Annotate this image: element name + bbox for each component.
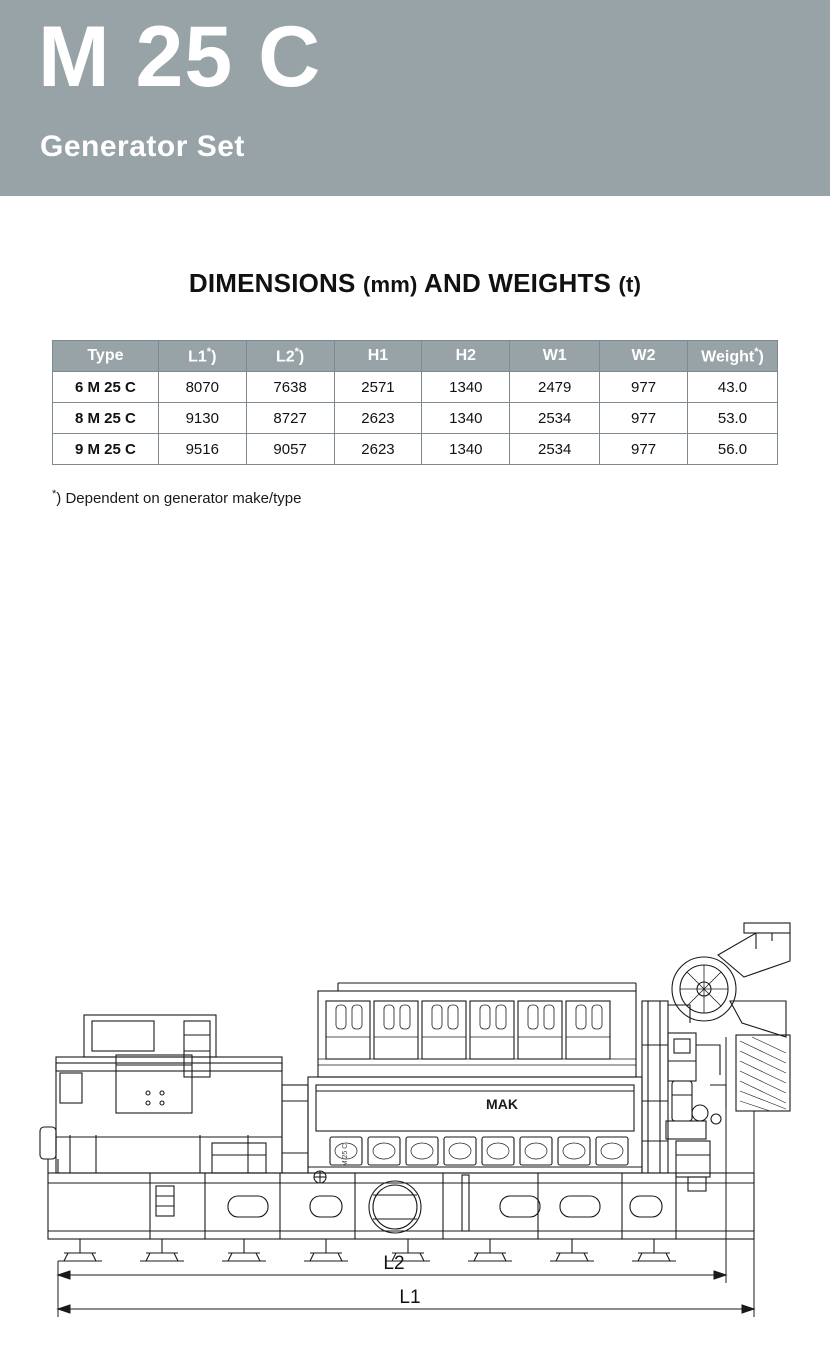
column-header-h2	[422, 341, 510, 372]
section-heading	[0, 268, 830, 299]
footnote-text: ) Dependent on generator make/type	[56, 490, 302, 507]
cell-h1: 2623	[334, 403, 422, 434]
column-header-h2-label: H2	[455, 347, 477, 364]
column-header-l2: L2*)	[246, 341, 334, 372]
column-header-h1-label: H1	[367, 347, 389, 364]
footnote-marker-icon: *	[206, 345, 212, 358]
column-header-w1	[510, 341, 600, 372]
cell-type: 6 M 25 C	[53, 372, 159, 403]
column-header-type	[53, 341, 159, 372]
section-heading-part-2: AND WEIGHTS	[417, 268, 619, 298]
cell-w1: 2534	[510, 434, 600, 465]
column-header-weight: Weight*)	[687, 341, 777, 372]
cell-w2: 977	[600, 403, 688, 434]
engine-brand-label: MAK	[486, 1096, 518, 1112]
cell-weight: 56.0	[687, 434, 777, 465]
page-title: M 25 C	[38, 9, 322, 105]
column-header-weight-label: Weight	[701, 348, 755, 366]
footnote-marker-icon: *	[52, 488, 57, 500]
section-heading-part-1: DIMENSIONS	[188, 268, 363, 298]
column-header-w2	[600, 341, 688, 372]
cell-l2: 8727	[246, 403, 334, 434]
cell-weight: 53.0	[687, 403, 777, 434]
dimension-label-l1: L1	[399, 1287, 421, 1308]
column-header-w1-label: W1	[542, 347, 567, 364]
table-row	[53, 434, 778, 465]
dimensions-table	[52, 340, 778, 465]
cell-h2: 1340	[422, 403, 510, 434]
table-row	[53, 403, 778, 434]
cell-w1: 2479	[510, 372, 600, 403]
dimension-label-l2: L2	[383, 1253, 405, 1274]
cell-w2: 977	[600, 434, 688, 465]
header-band	[0, 0, 830, 196]
column-header-l1: L1*)	[158, 341, 246, 372]
column-header-h1	[334, 341, 422, 372]
engine-block-marking: M 25 C	[342, 1143, 349, 1167]
cell-l1: 9130	[158, 403, 246, 434]
column-header-type-label: Type	[87, 347, 124, 364]
column-header-w2-label: W2	[631, 347, 656, 364]
footnote-marker-icon: *	[294, 345, 299, 358]
cell-h1: 2571	[334, 372, 422, 403]
table-footnote	[52, 488, 301, 507]
cell-w1: 2534	[510, 403, 600, 434]
table-row	[53, 372, 778, 403]
cell-h2: 1340	[422, 434, 510, 465]
cell-type: 8 M 25 C	[53, 403, 159, 434]
table-header-row	[53, 341, 778, 372]
cell-h2: 1340	[422, 372, 510, 403]
footnote-marker-icon: *	[754, 345, 759, 358]
section-heading-unit-mm: (mm)	[362, 272, 418, 297]
cell-h1: 2623	[334, 434, 422, 465]
cell-type: 9 M 25 C	[53, 434, 159, 465]
column-header-l2-label: L2	[275, 348, 295, 366]
column-header-l1-label: L1	[188, 348, 207, 366]
cell-w2: 977	[600, 372, 688, 403]
generator-set-drawing	[0, 905, 830, 1335]
section-heading-unit-t: (t)	[618, 272, 642, 297]
cell-weight: 43.0	[687, 372, 777, 403]
cell-l1: 8070	[158, 372, 246, 403]
cell-l2: 9057	[246, 434, 334, 465]
cell-l2: 7638	[246, 372, 334, 403]
cell-l1: 9516	[158, 434, 246, 465]
page-subtitle: Generator Set	[40, 130, 245, 163]
